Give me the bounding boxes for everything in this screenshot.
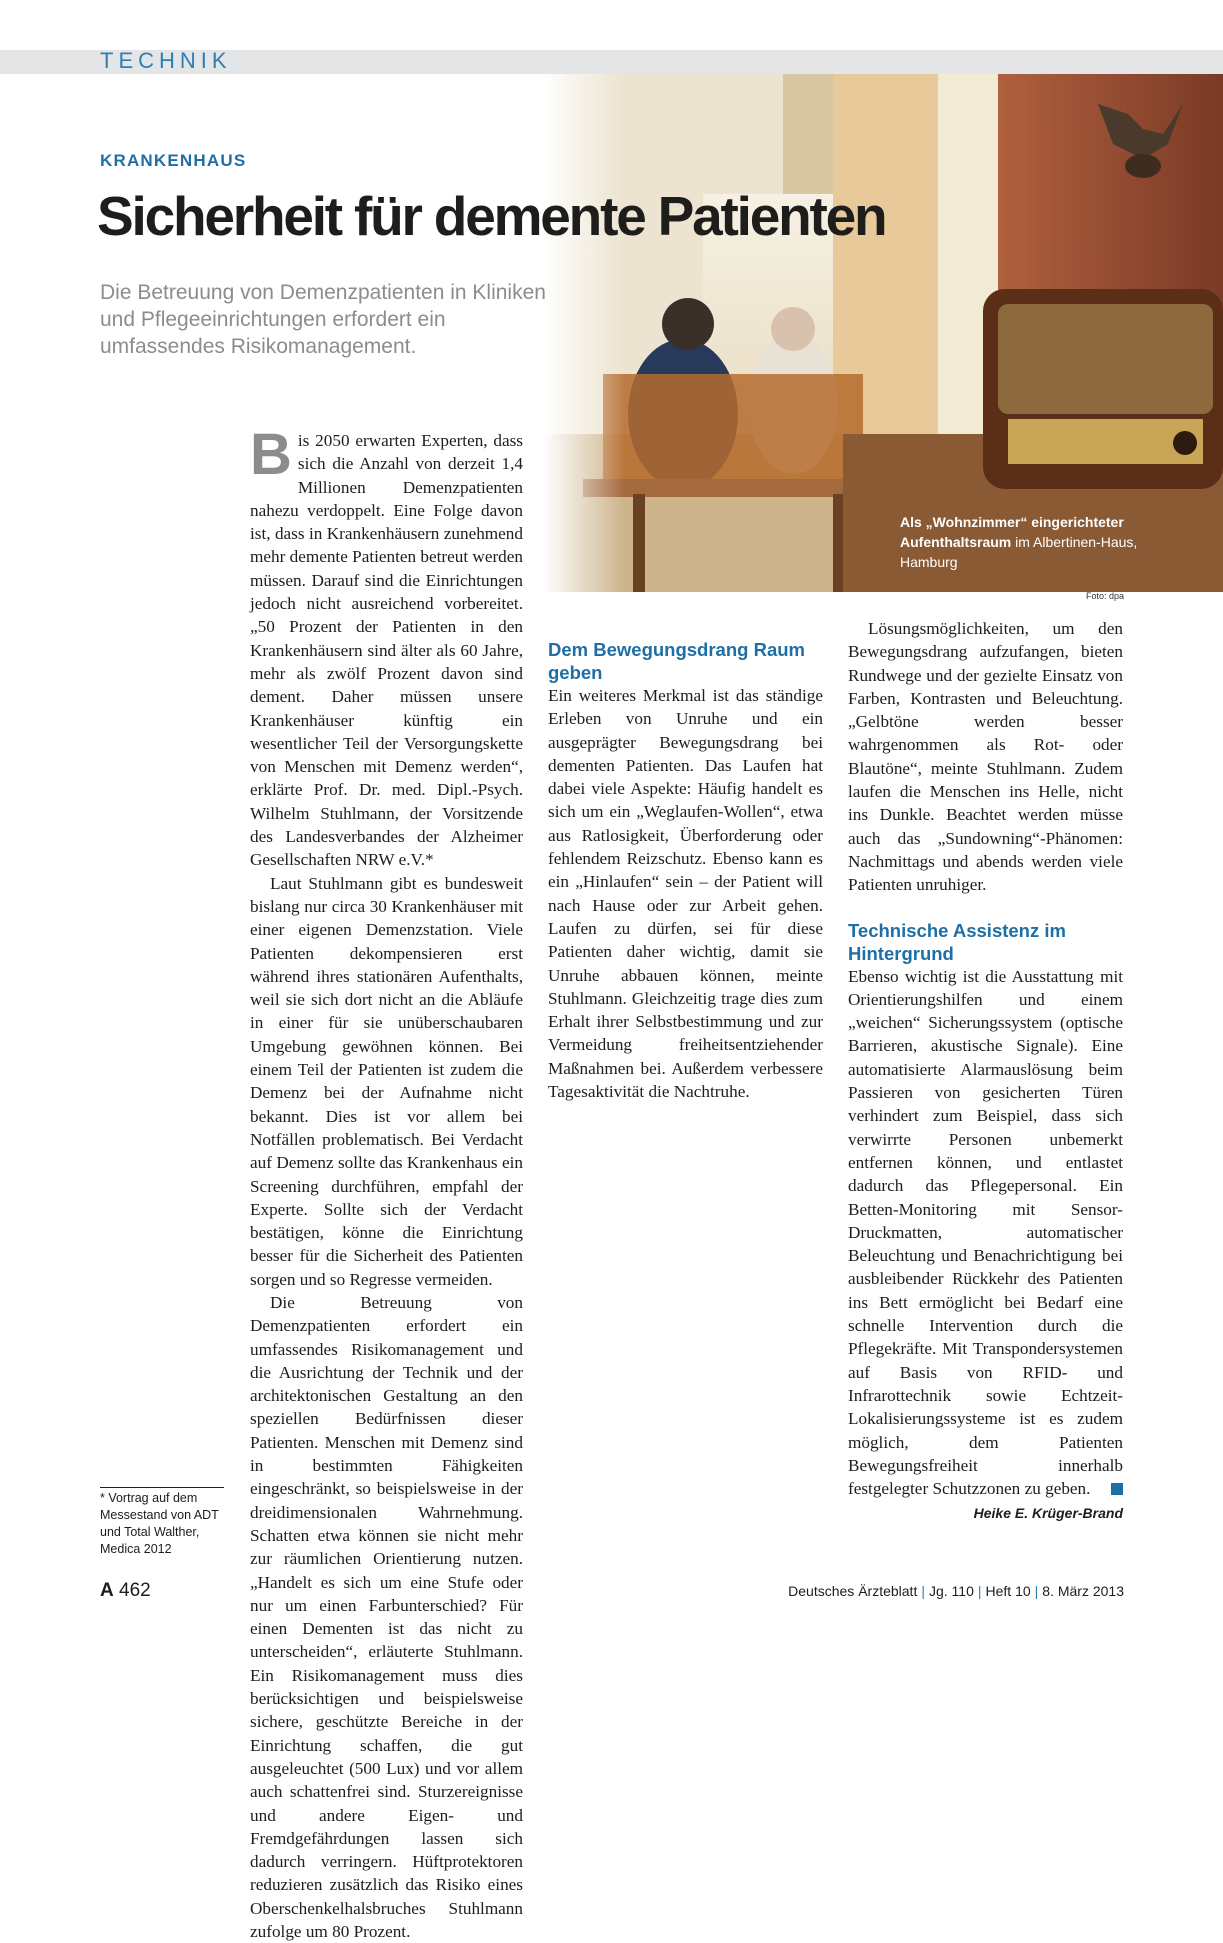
photo-caption-rest: im Albertinen-Haus, Hamburg bbox=[900, 534, 1138, 570]
paragraph: Ein weiteres Merkmal ist das ständige Erleben von Unruhe und ein ausgeprägter Bewegungsdrang bei dementen Patienten. Das Laufen hat dabei viele Aspekte: Häufig handelt es sich um ein „Weglaufen-Wollen“, etwa aus Ratlosigkeit, Überforderung oder fehlendem Reizschutz. Ebenso kann es ein „Hinlaufen“ sein – der Patient will nach Hause oder zur Arbeit gehen. Laufen zu dürfen, sei für diese Patienten daher wichtig, damit sie Unruhe abbauen können, meinte Stuhlmann. Gleichzeitig trage dies zum Erhalt ihrer Selbstbestimmung und zur Vermeidung freiheitsentziehender Maßnahmen bei. Außerdem verbessere Tagesaktivität die Nachtruhe. bbox=[548, 686, 823, 1102]
page-prefix: A bbox=[100, 1580, 114, 1601]
article-kicker: KRANKENHAUS bbox=[100, 151, 247, 170]
separator: | bbox=[921, 1583, 925, 1599]
journal-info bbox=[788, 1583, 1124, 1599]
paragraph-intro-text: is 2050 erwarten Experten, dass sich die Anzahl von derzeit 1,4 Millionen Demenzpatienten nahezu verdoppelt. Eine Folge davon ist, dass in Krankenhäusern zunehmend mehr demente Patienten betreut werden müssen. Darauf sind die Einrichtungen jedoch nicht ausreichend vorbereitet. „50 Prozent der Patienten in den Krankenhäusern sind älter als 60 Jahre, mehr als zwölf Prozent davon sind dement. Daher müssen unsere Krankenhäuser künftig ein wesentlicher Teil der Versorgungskette von Menschen mit Demenz werden“, erklärte Prof. Dr. med. Dipl.-Psych. Wilhelm Stuhlmann, der Vorsitzende des Landesverbandes der Alzheimer Gesellschaften NRW e.V.* bbox=[250, 431, 523, 870]
journal-name: Deutsches Ärzteblatt bbox=[788, 1583, 918, 1599]
paragraph-final-text: Ebenso wichtig ist die Ausstattung mit Orientierungshilfen und einem „weichen“ Sicherungssystem (optische Barrieren, akustische Signale). Eine automatisierte Alarmauslösung beim Passieren von gesicherten Türen verhindert zum Beispiel, dass sich verwirrte Personen unbemerkt entfernen können, und entlastet dadurch das Pflegepersonal. Ein Betten-Monitoring mit Sensor-Druckmatten, automatischer Beleuchtung und Benachrichtigung bei ausbleibender Rückkehr des Patienten ins Bett ermöglicht bei Bedarf eine schnelle Intervention durch die Pflegekräfte. Mit Transpondersystemen auf Basis von RFID- und Infrarottechnik sowie Echtzeit-Lokalisierungssysteme ist es zudem möglich, dem Patienten Bewegungsfreiheit innerhalb festgelegter Schutzzonen zu geben. bbox=[848, 966, 1123, 1499]
photo-credit: Foto: dpa bbox=[1085, 591, 1124, 601]
journal-date: 8. März 2013 bbox=[1042, 1583, 1124, 1599]
article-lead: Die Betreuung von Demenzpatienten in Kliniken und Pflegeeinrichtungen erfordert ein umfassendes Risikomanagement. bbox=[100, 281, 546, 358]
subheading: Technische Assistenz im Hintergrund bbox=[848, 919, 1066, 964]
paragraph-final bbox=[848, 965, 1123, 1501]
footnote-rule bbox=[100, 1487, 224, 1488]
photo-caption bbox=[900, 512, 1150, 572]
paragraph: Lösungsmöglichkeiten, um den Bewegungsdrang aufzufangen, bieten Rundwege und der gezielte Einsatz von Farben, Kontrasten und Beleuchtung. „Gelbtöne werden besser wahrgenommen als Rot- oder Blautöne“, meinte Stuhlmann. Zudem laufen die Menschen ins Helle, nicht ins Dunkle. Beachtet werden müsse auch das „Sundowning“-Phänomen: Nachmittags und abends werden viele Patienten unruhiger. bbox=[848, 619, 1123, 895]
separator: | bbox=[977, 1583, 982, 1599]
article-headline: Sicherheit für demente Patienten bbox=[97, 185, 886, 247]
photo-caption-bold: Als „Wohnzimmer“ eingerichteter Aufenthaltsraum bbox=[900, 514, 1124, 550]
column-1 bbox=[250, 422, 523, 1943]
journal-volume: Jg. 110 bbox=[928, 1583, 974, 1599]
page-number-value: 462 bbox=[119, 1580, 151, 1601]
end-mark-icon bbox=[1111, 1483, 1123, 1495]
column-2 bbox=[548, 617, 823, 1103]
dropcap: B bbox=[250, 422, 292, 487]
footnote: * Vortrag auf dem Messestand von ADT und Total Walther, Medica 2012 bbox=[100, 1491, 219, 1556]
separator: | bbox=[1034, 1583, 1039, 1599]
author-byline: Heike E. Krüger-Brand bbox=[973, 1505, 1123, 1522]
section-label: TECHNIK bbox=[100, 48, 232, 73]
paragraph: Die Betreuung von Demenzpatienten erfordert ein umfassendes Risikomanagement und die Ausrichtung der Technik und der architektonischen Gestaltung an den speziellen Bedürfnissen dieser Patienten. Menschen mit Demenz sind in bestimmten Fähigkeiten eingeschränkt, so beispielsweise in der dreidimensionalen Wahrnehmung. Schatten etwa können sie nicht mehr zur räumlichen Orientierung nutzen. „Handelt es sich um eine Stufe oder nur um einen Farbunterschied? Für einen Dementen ist das nicht zu unterscheiden“, erläuterte Stuhlmann. Ein Risikomanagement muss dies berücksichtigen und beispielsweise sichere, geschützte Bereiche in der Einrichtung schaffen, die gut ausgeleuchtet (500 Lux) und vor allem auch schattenfrei sind. Sturzereignisse und andere Eigen- und Fremdgefährdungen lassen sich dadurch verringern. Hüftprotektoren reduzieren zusätzlich das Risiko eines Oberschenkelhalsbruches Stuhlmann zufolge um 80 Prozent. bbox=[250, 1292, 523, 1941]
page-number bbox=[100, 1580, 151, 1602]
paragraph: Laut Stuhlmann gibt es bundesweit bislang nur circa 30 Krankenhäuser mit einer eigenen Demenzstation. Viele Patienten dekompensieren erst während ihres stationären Aufenthalts, weil sie sich dort nicht an die Abläufe in einer für sie unüberschaubaren Umgebung gewöhnen können. Bei einem Teil der Patienten ist zudem die Demenz bei der Aufnahme nicht bekannt. Dies ist vor allem bei Notfällen problematisch. Bei Verdacht auf Demenz sollte das Krankenhaus ein Screening durchführen, empfahl der Experte. Sollte sich der Verdacht bestätigen, könne die Einrichtung besser für die Sicherheit des Patienten sorgen und so Regresse vermeiden. bbox=[250, 873, 523, 1289]
column-3 bbox=[848, 617, 1123, 1523]
journal-issue: Heft 10 bbox=[985, 1583, 1031, 1599]
subheading: Dem Bewegungsdrang Raum geben bbox=[548, 639, 805, 683]
paragraph-intro bbox=[250, 422, 523, 872]
